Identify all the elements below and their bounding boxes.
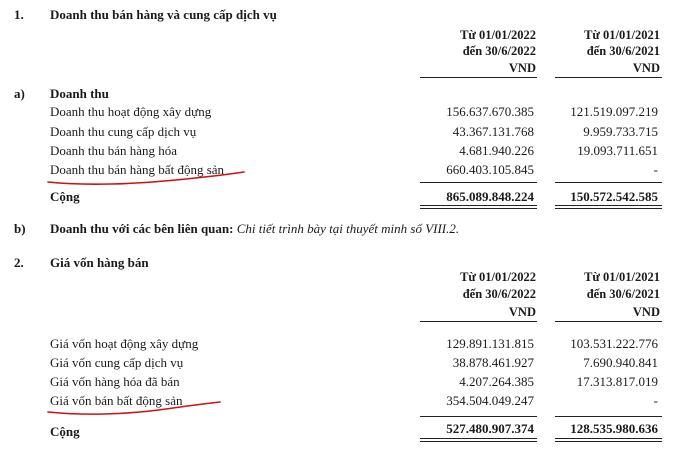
subsection-a-title: Doanh thu (50, 86, 109, 101)
col-header-from: Từ 01/01/2022 (460, 270, 536, 284)
section1-title: Doanh thu bán hàng và cung cấp dịch vụ (50, 7, 277, 22)
row-label: Giá vốn hoạt động xây dựng (50, 336, 199, 351)
row-value-2021: 17.313.817.019 (576, 374, 658, 389)
section2-title: Giá vốn hàng bán (50, 255, 149, 270)
section2-number: 2. (14, 255, 24, 270)
total-double-underline-2022 (420, 441, 537, 442)
total-double-underline-2021 (555, 441, 662, 442)
subsection-b-line (50, 222, 459, 235)
col-header-to: đến 30/6/2022 (462, 287, 536, 301)
col-header-unit: VND (632, 305, 660, 319)
total-label: Cộng (50, 424, 80, 439)
header-underline-2022 (420, 321, 537, 322)
row-label: Giá vốn hàng hóa đã bán (50, 374, 180, 389)
col-header-unit: VND (632, 61, 660, 75)
col-header-from: Từ 01/01/2022 (460, 28, 536, 42)
col-header-to: đến 30/6/2021 (586, 287, 660, 301)
row-label: Doanh thu cung cấp dịch vụ (50, 124, 197, 139)
total-value-2021: 150.572.542.585 (570, 189, 658, 204)
subsection-b-letter: b) (14, 221, 26, 236)
row-value-2022: 4.207.264.385 (459, 374, 534, 389)
row-value-2021: 103.531.222.776 (570, 336, 658, 351)
col-header-to: đến 30/6/2021 (586, 44, 660, 58)
total-topline-2021 (555, 182, 662, 183)
header-underline-2021 (555, 321, 662, 322)
col-header-from: Từ 01/01/2021 (584, 270, 660, 284)
total-topline-2022 (420, 416, 537, 417)
row-value-2022: 4.681.940.226 (459, 143, 534, 158)
row-value-2022: 43.367.131.768 (452, 124, 534, 139)
row-label: Doanh thu bán hàng bất động sản (50, 162, 225, 177)
section1-number: 1. (14, 7, 24, 22)
row-value-2021: 7.690.940.841 (583, 355, 658, 370)
total-value-2022: 527.480.907.374 (446, 421, 534, 436)
col-header-from: Từ 01/01/2021 (584, 28, 660, 42)
row-label: Doanh thu bán hàng hóa (50, 143, 178, 158)
row-value-2021: 121.519.097.219 (570, 104, 658, 119)
total-double-underline-2021 (555, 208, 662, 209)
col-header-unit: VND (508, 61, 536, 75)
total-double-underline-2022 (420, 208, 537, 209)
row-value-2022: 129.891.131.815 (446, 336, 534, 351)
subsection-a-letter: a) (14, 86, 25, 101)
row-value-2022: 156.637.670.385 (446, 104, 534, 119)
total-underline-2022 (420, 205, 537, 206)
row-value-2022: 660.403.105.845 (446, 162, 534, 177)
row-label: Doanh thu hoạt động xây dựng (50, 104, 212, 119)
subsection-b-note: Chi tiết trình bày tại thuyết minh số VIII.2. (236, 221, 460, 236)
total-label: Cộng (50, 189, 80, 204)
row-value-2021: 9.959.733.715 (583, 124, 658, 139)
total-topline-2021 (555, 416, 662, 417)
row-value-2022: 38.878.461.927 (452, 355, 534, 370)
total-underline-2021 (555, 438, 662, 439)
col-header-unit: VND (508, 305, 536, 319)
subsection-b-title: Doanh thu với các bên liên quan: (50, 221, 234, 236)
total-value-2021: 128.535.980.636 (570, 421, 658, 436)
header-underline-2022 (420, 77, 537, 78)
total-underline-2021 (555, 205, 662, 206)
row-value-2021: - (653, 393, 658, 408)
row-label: Giá vốn bán bất động sản (50, 393, 183, 408)
row-value-2022: 354.504.049.247 (446, 393, 534, 408)
row-label: Giá vốn cung cấp dịch vụ (50, 355, 184, 370)
row-value-2021: - (653, 162, 658, 177)
total-underline-2022 (420, 438, 537, 439)
row-value-2021: 19.093.711.651 (577, 143, 658, 158)
col-header-to: đến 30/6/2022 (462, 44, 536, 58)
total-value-2022: 865.089.848.224 (446, 189, 534, 204)
header-underline-2021 (555, 77, 662, 78)
total-topline-2022 (420, 182, 537, 183)
